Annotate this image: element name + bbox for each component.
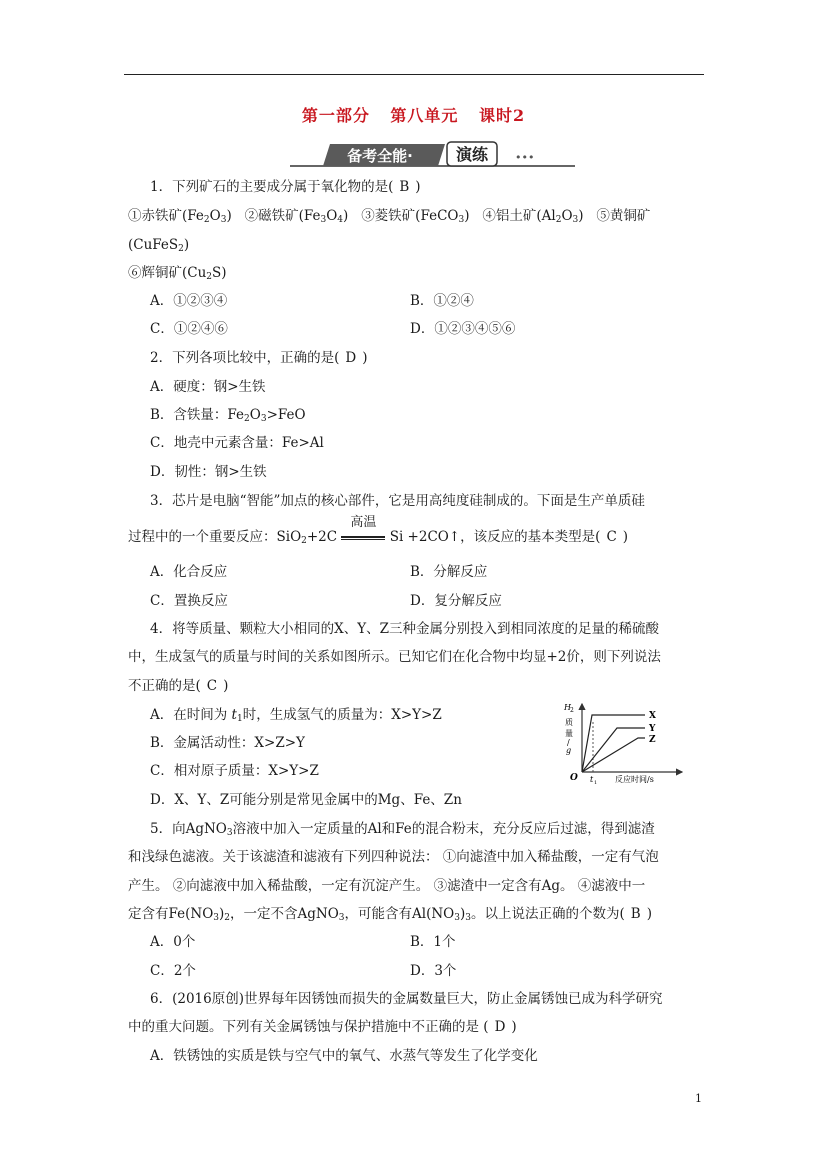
q1-answer: B — [399, 179, 410, 195]
y-label-h-sub: 2 — [570, 707, 574, 714]
q1-ore5-cont: (CuFeS$_2$) — [128, 237, 190, 254]
x-axis-label: 反应时间/s — [615, 775, 654, 784]
series-y-label: Y — [649, 724, 656, 734]
q4-graph — [560, 700, 685, 785]
q2-option-b: B．含铁量：$Fe_2O_3>FeO$ — [150, 407, 306, 424]
q3-answer: C — [606, 529, 617, 545]
q3-option-b: B．分解反应 — [410, 564, 488, 580]
section-banner — [290, 140, 575, 170]
q1-option-b: B．①②④ — [410, 293, 474, 309]
q6-answer: D — [494, 1019, 506, 1035]
page-title — [0, 103, 827, 126]
q2-option-a: A．硬度：钢>生铁 — [150, 379, 266, 395]
page-number: 1 — [695, 1092, 702, 1105]
series-z-label: Z — [649, 735, 656, 745]
q4-option-a: A．在时间为 $t_1$时，生成氢气的质量为：X>Y>Z — [150, 707, 442, 724]
banner-right-text: 演练 — [455, 145, 489, 164]
q3-option-a: A．化合反应 — [150, 564, 228, 580]
q3-option-c: C．置换反应 — [150, 593, 228, 609]
t1-label: t — [590, 775, 594, 784]
q4-option-b: B．金属活动性：X>Z>Y — [150, 735, 305, 751]
q2-option-c: C．地壳中元素含量：Fe>Al — [150, 435, 324, 451]
q4-answer: C — [206, 678, 218, 694]
title-part: 课时2 — [479, 106, 526, 125]
q3-line2: 过程中的一个重要反应：SiO$_2$+2C 高温 Si +2CO↑，该反应的基本类型是( C ) — [128, 515, 629, 546]
title-part: 第一部分 — [301, 106, 370, 125]
q3-option-d: D．复分解反应 — [410, 593, 502, 609]
q1-option-a: A．①②③④ — [150, 293, 228, 309]
q1-option-c: C．①②④⑥ — [150, 321, 228, 337]
q5-line4: 定含有$Fe(NO_3)_2$，一定不含AgNO$_3$，可能含有$Al(NO_3)_3$。以上说法正确的个数为( B ) — [128, 906, 652, 923]
q4-option-d: D．X、Y、Z可能分别是常见金属中的Mg、Fe、Zn — [150, 792, 462, 808]
q1-stem: 1．下列矿石的主要成分属于氧化物的是( B ) — [150, 179, 421, 195]
y-label-char: g — [566, 746, 572, 755]
q4-line1: 4．将等质量、颗粒大小相同的X、Y、Z三种金属分别投入到相同浓度的足量的稀硫酸 — [150, 621, 659, 637]
q4-line3: 不正确的是( C ) — [128, 678, 229, 694]
q4-option-c: C．相对原子质量：X>Y>Z — [150, 763, 319, 779]
series-x-label: X — [649, 711, 656, 721]
q4-line2: 中，生成氢气的质量与时间的关系如图所示。已知它们在化合物中均显+2价，则下列说法 — [128, 649, 661, 665]
y-label-char: / — [567, 738, 570, 747]
banner-left-text: 备考全能· — [347, 147, 413, 165]
q6-line1: 6．(2016原创)世界每年因锈蚀而损失的金属数量巨大，防止金属锈蚀已成为科学研究 — [150, 991, 663, 1007]
q5-answer: B — [630, 906, 641, 922]
q2-option-d: D．韧性：钢>生铁 — [150, 464, 267, 480]
q6-line2: 中的重大问题。下列有关金属锈蚀与保护措施中不正确的是 ( D ) — [128, 1019, 517, 1035]
q5-option-a: A．0个 — [150, 934, 196, 950]
reaction-condition: 高温 — [341, 528, 385, 546]
q5-option-d: D．3个 — [410, 963, 457, 979]
y-label-char: 量 — [565, 729, 573, 738]
q1-ores-line: ①赤铁矿$(Fe_2O_3)$ ②磁铁矿$(Fe_3O_4)$ ③菱铁矿(FeCO$_3$) ④铝土矿$(Al_2O_3)$ ⑤黄铜矿 — [128, 208, 651, 225]
t1-label-sub: 1 — [594, 780, 598, 785]
q1-ore6: ⑥辉铜矿$(Cu_2S)$ — [128, 265, 227, 282]
y-label-h: H — [564, 703, 571, 712]
q3-line1: 3．芯片是电脑“智能”加点的核心部件，它是用高纯度硅制成的。下面是生产单质硅 — [150, 493, 645, 509]
q2-stem: 2．下列各项比较中，正确的是( D ) — [150, 350, 368, 366]
q5-option-c: C．2个 — [150, 963, 196, 979]
banner-dots: ••• — [515, 151, 535, 164]
series-x-line — [582, 715, 645, 772]
q1-option-d: D．①②③④⑤⑥ — [410, 321, 516, 337]
q6-option-a: A．铁锈蚀的实质是铁与空气中的氧气、水蒸气等发生了化学变化 — [150, 1048, 538, 1064]
title-part: 第八单元 — [390, 106, 459, 125]
origin-label: O — [570, 773, 578, 783]
q5-line2: 和浅绿色滤液。关于该滤渣和滤液有下列四种说法： ①向滤渣中加入稀盐酸，一定有气泡 — [128, 849, 659, 865]
header-rule — [124, 74, 704, 75]
y-label-char: 质 — [565, 718, 573, 727]
series-z-line — [582, 738, 645, 772]
q2-answer: D — [345, 350, 357, 366]
q5-line3: 产生。 ②向滤液中加入稀盐酸，一定有沉淀产生。 ③滤渣中一定含有Ag。 ④滤液中一 — [128, 878, 646, 894]
q5-line1: 5．向AgNO$_3$溶液中加入一定质量的Al和Fe的混合粉末，充分反应后过滤，得到滤渣 — [150, 821, 655, 838]
series-y-line — [582, 728, 645, 772]
q5-option-b: B．1个 — [410, 934, 456, 950]
